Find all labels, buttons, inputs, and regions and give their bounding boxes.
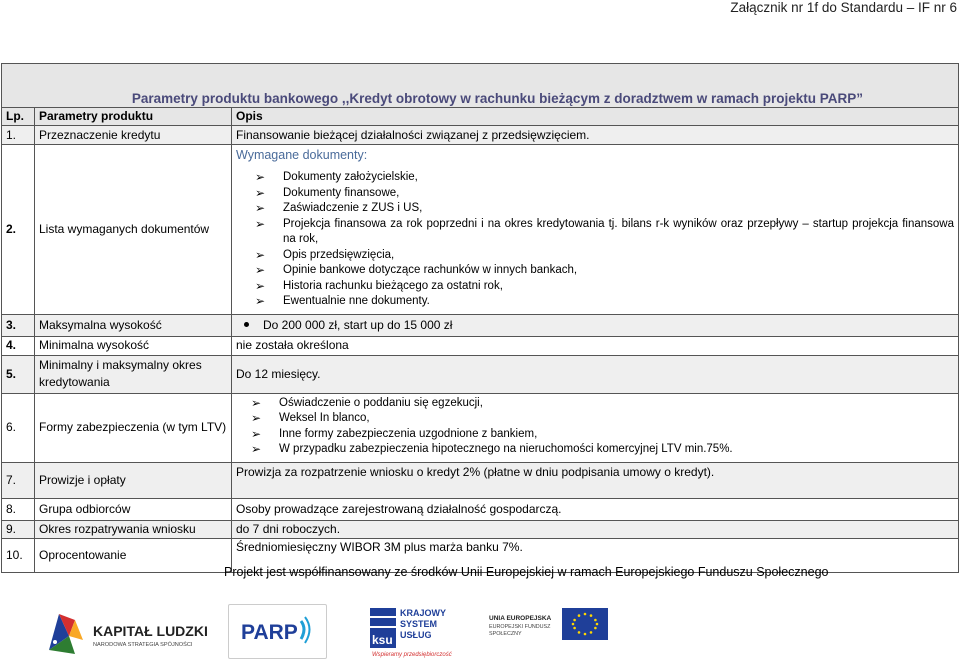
row-desc: Do 12 miesięcy. xyxy=(232,355,959,393)
list-item-text: Dokumenty finansowe, xyxy=(283,186,400,199)
eu-logo xyxy=(487,604,610,659)
kl-subtitle: NARODOWA STRATEGIA SPÓJNOŚCI xyxy=(93,642,193,648)
footer-note: Projekt jest współfinansowany ze środków Unii Europejskiej w ramach Europejskiego Funduszu Społecznego xyxy=(224,565,829,579)
list-item xyxy=(236,170,954,186)
row-param: Minimalny i maksymalny okres kredytowania xyxy=(35,355,232,393)
row-desc: Średniomiesięczny WIBOR 3M plus marża banku 7%. xyxy=(232,538,959,572)
row-param: Lista wymaganych dokumentów xyxy=(35,145,232,315)
row-desc: Do 200 000 zł, start up do 15 000 zł xyxy=(263,317,453,332)
list-item xyxy=(232,411,954,427)
list-item xyxy=(236,294,954,310)
documents-cell xyxy=(232,145,959,315)
row-lp: 1. xyxy=(2,126,35,145)
list-item xyxy=(236,279,954,295)
list-item xyxy=(236,263,954,279)
header-param: Parametry produktu xyxy=(35,108,232,126)
arrow-bullet-icon: ➢ xyxy=(255,294,266,308)
row-lp: 5. xyxy=(2,355,35,393)
row-param: Maksymalna wysokość xyxy=(35,314,232,336)
row-lp: 6. xyxy=(2,393,35,462)
row-desc: Prowizja za rozpatrzenie wniosku o kredyt 2% (płatne w dniu podpisania umowy o kredyt). xyxy=(232,462,959,498)
row-lp: 9. xyxy=(2,520,35,538)
row-lp: 3. xyxy=(2,314,35,336)
table-row xyxy=(2,145,959,315)
header-desc: Opis xyxy=(232,108,959,126)
row-desc: Finansowanie bieżącej działalności związanej z przedsięwzięciem. xyxy=(232,126,959,145)
arrow-bullet-icon: ➢ xyxy=(255,278,266,293)
list-item-text: W przypadku zabezpieczenia hipotecznego na nieruchomości komercyjnej LTV min.75%. xyxy=(279,443,733,455)
row-param: Przeznaczenie kredytu xyxy=(35,126,232,145)
row-lp: 7. xyxy=(2,462,35,498)
table-row xyxy=(2,314,959,336)
ksu-name: KRAJOWY SYSTEM USŁUG xyxy=(400,608,446,640)
row-param: Grupa odbiorców xyxy=(35,498,232,520)
arrow-bullet-icon: ➢ xyxy=(255,216,266,231)
security-list xyxy=(232,396,954,458)
arrow-bullet-icon: ➢ xyxy=(251,442,262,456)
parp-text: PARP xyxy=(241,621,298,644)
bullet-icon xyxy=(244,322,249,327)
annex-label: Załącznik nr 1f do Standardu – IF nr 6 xyxy=(730,0,957,15)
list-item xyxy=(232,442,954,458)
logo-strip xyxy=(0,604,959,659)
list-item xyxy=(232,396,954,412)
kl-title: KAPITAŁ LUDZKI xyxy=(93,623,208,639)
table-row xyxy=(2,355,959,393)
arrow-bullet-icon: ➢ xyxy=(255,263,266,277)
header-lp: Lp. xyxy=(2,108,35,126)
list-item xyxy=(236,201,954,217)
header-row xyxy=(2,108,959,126)
eu-subtitle: EUROPEJSKI FUNDUSZ SPOŁECZNY xyxy=(489,624,551,637)
title-row xyxy=(2,64,959,108)
list-item-text: Zaświadczenie z ZUS i US, xyxy=(283,202,423,214)
ksu-abbr: ksu xyxy=(372,633,393,647)
row-param: Formy zabezpieczenia (w tym LTV) xyxy=(35,393,232,462)
row-param: Oprocentowanie xyxy=(35,538,232,572)
table-row xyxy=(2,498,959,520)
ksu-tagline: Wspieramy przedsiębiorczość xyxy=(372,652,452,658)
table-title: Parametry produktu bankowego ,,Kredyt obrotowy w rachunku bieżącym z doradztwem w ramach projektu PARP” xyxy=(2,64,959,108)
row-param: Prowizje i opłaty xyxy=(35,462,232,498)
row-lp: 2. xyxy=(2,145,35,315)
list-item-text: Dokumenty założycielskie, xyxy=(283,171,418,183)
documents-list xyxy=(236,170,954,310)
row-param: Minimalna wysokość xyxy=(35,336,232,355)
product-table xyxy=(1,63,958,573)
row-lp: 8. xyxy=(2,498,35,520)
arrow-bullet-icon: ➢ xyxy=(255,185,266,200)
row-lp: 4. xyxy=(2,336,35,355)
list-item-text: Ewentualnie nne dokumenty. xyxy=(283,295,430,307)
security-cell xyxy=(232,393,959,462)
row-desc: Osoby prowadzące zarejestrowaną działalność gospodarczą. xyxy=(232,498,959,520)
list-item xyxy=(236,217,954,248)
list-item-text: Oświadczenie o poddaniu się egzekucji, xyxy=(279,396,483,409)
arrow-bullet-icon: ➢ xyxy=(255,247,266,262)
ksu-logo xyxy=(366,604,463,659)
list-item-text: Projekcja finansowa za rok poprzedni i na okres kredytowania tj. bilans r-k wyników oraz przepływy – startup projekcja finansowa na rok, xyxy=(283,217,955,245)
row-desc: nie została określona xyxy=(232,336,959,355)
list-item-text: Opis przedsięwzięcia, xyxy=(283,248,395,261)
table-row xyxy=(2,126,959,145)
table-row xyxy=(2,520,959,538)
list-item xyxy=(236,186,954,202)
list-item xyxy=(236,248,954,264)
arrow-bullet-icon: ➢ xyxy=(255,201,266,215)
arrow-bullet-icon: ➢ xyxy=(251,411,262,425)
list-item-text: Historia rachunku bieżącego za ostatni rok, xyxy=(283,279,503,292)
arrow-bullet-icon: ➢ xyxy=(255,170,266,184)
list-item xyxy=(232,427,954,443)
eu-title: UNIA EUROPEJSKA xyxy=(489,615,552,622)
table-row xyxy=(2,462,959,498)
documents-title: Wymagane dokumenty: xyxy=(236,148,368,162)
table-row xyxy=(2,336,959,355)
arrow-bullet-icon: ➢ xyxy=(251,426,262,441)
row-desc: do 7 dni roboczych. xyxy=(232,520,959,538)
list-item-text: Inne formy zabezpieczenia uzgodnione z bankiem, xyxy=(279,427,538,440)
parp-logo xyxy=(228,604,327,659)
row-lp: 10. xyxy=(2,538,35,572)
kapital-ludzki-logo xyxy=(45,606,220,658)
row-param: Okres rozpatrywania wniosku xyxy=(35,520,232,538)
arrow-bullet-icon: ➢ xyxy=(251,395,262,410)
row-desc-cell xyxy=(232,314,959,336)
list-item-text: Weksel In blanco, xyxy=(279,412,370,424)
list-item-text: Opinie bankowe dotyczące rachunków w innych bankach, xyxy=(283,264,578,276)
table-row xyxy=(2,393,959,462)
